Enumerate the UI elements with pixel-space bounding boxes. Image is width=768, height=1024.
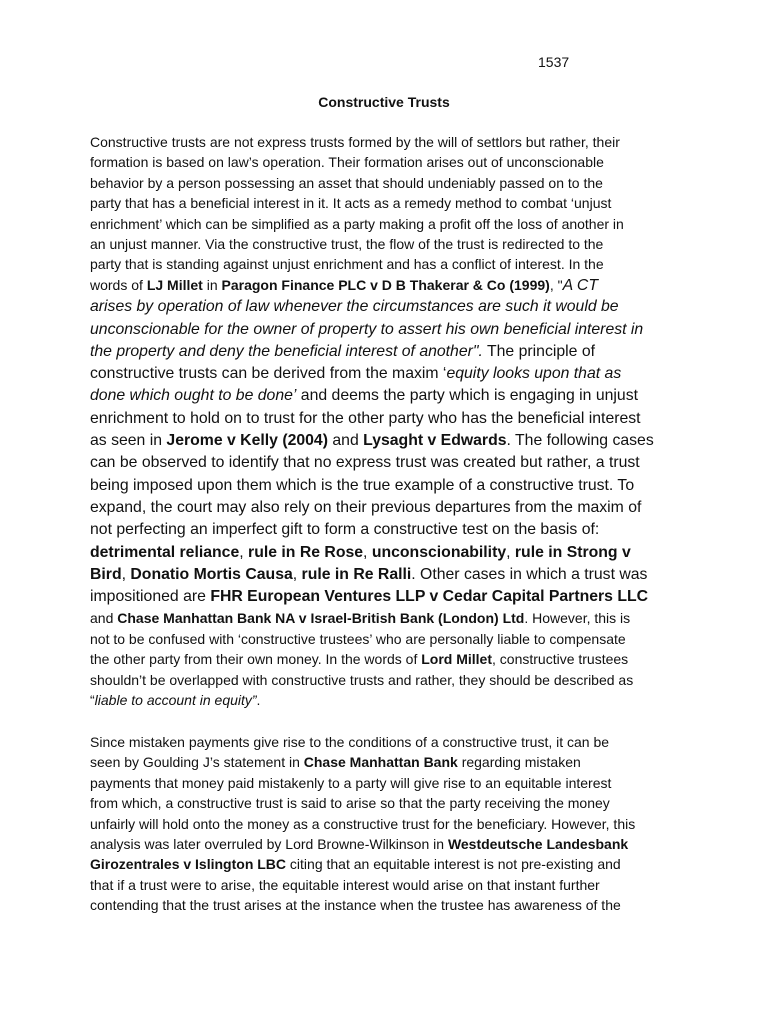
text-run: and: [327, 432, 364, 450]
quote-text: the property and deny the beneficial interest of another".: [90, 342, 483, 360]
text-line: [90, 690, 690, 710]
judge-name: Lord Millet: [421, 651, 493, 668]
text-run: seen by Goulding J’s statement in: [90, 754, 304, 771]
doctrine-name: rule in Strong v: [514, 543, 631, 561]
doctrine-name: detrimental reliance: [90, 543, 240, 561]
text-run: the other party from their own money. In the words of: [90, 651, 422, 668]
text-run: and: [90, 610, 118, 627]
case-name: Jerome v Kelly (2004): [166, 432, 328, 450]
case-name: Lysaght v Edwards: [363, 432, 507, 450]
text-line: contending that the trust arises at the instance when the trustee has awareness of the: [90, 897, 621, 914]
text-line: enrichment to hold on to trust for the other party who has the beneficial interest: [90, 409, 641, 427]
paragraph-1: [90, 132, 690, 710]
doctrine-name: Donatio Mortis Causa: [130, 565, 293, 583]
quote-line: arises by operation of law whenever the circumstances are such it would be: [90, 298, 619, 316]
text-line: unfairly will hold onto the money as a constructive trust for the beneficiary. However, this: [90, 815, 636, 832]
text-run: citing that an equitable interest is not pre-existing and: [286, 856, 621, 873]
text-line: [90, 752, 690, 772]
text-run: words of: [90, 276, 147, 293]
case-name: Chase Manhattan Bank: [303, 754, 458, 771]
doctrine-name: unconscionability: [371, 543, 507, 561]
text-line: [90, 854, 690, 874]
text-line: formation is based on law’s operation. Their formation arises out of unconscionable: [90, 154, 604, 171]
text-line: Constructive trusts are not express trusts formed by the will of settlors but rather, their: [90, 134, 620, 150]
text-line: party that is standing against unjust enrichment and has a conflict of interest. In the: [90, 256, 604, 273]
text-line: being imposed upon them which is the true example of a constructive trust. To: [90, 476, 635, 494]
text-line: can be observed to identify that no express trust was created but rather, a trust: [90, 454, 640, 472]
text-line: [90, 834, 690, 854]
text-run: regarding mistaken: [457, 754, 581, 771]
text-line: [90, 341, 690, 363]
case-name: Girozentrales v Islington LBC: [90, 856, 287, 873]
text-run: ,: [506, 543, 515, 561]
text-line: [90, 430, 690, 452]
text-run: .: [256, 692, 261, 709]
text-run: constructive trusts can be derived from the maxim ‘: [90, 365, 447, 383]
text-run: in: [202, 276, 222, 293]
text-run: , ": [549, 276, 563, 293]
page-number: 1537: [538, 54, 570, 70]
text-line: not perfecting an imperfect gift to form a constructive test on the basis of:: [90, 521, 600, 539]
text-line: [90, 586, 690, 608]
judge-name: LJ Millet: [146, 276, 203, 293]
case-name: Westdeutsche Landesbank: [447, 836, 629, 853]
text-run: , constructive trustees: [492, 651, 629, 668]
text-run: The principle of: [482, 342, 595, 360]
text-line: [90, 363, 690, 385]
doctrine-name: rule in Re Ralli: [301, 565, 412, 583]
text-run: . The following cases: [506, 432, 654, 450]
text-run: “: [90, 692, 95, 709]
case-name: Chase Manhattan Bank NA v Israel-British Bank (London) Ltd: [117, 610, 525, 627]
case-name: Paragon Finance PLC v D B Thakerar & Co (1999): [221, 276, 550, 293]
text-line: Since mistaken payments give rise to the conditions of a constructive trust, it can be: [90, 734, 610, 750]
quote-text: liable to account in equity”: [94, 692, 257, 709]
text-line: not to be confused with ‘constructive trustees’ who are personally liable to compensate: [90, 630, 626, 647]
text-run: ,: [239, 543, 249, 561]
text-line: party that has a beneficial interest in it. It acts as a remedy method to combat ‘unjust: [90, 195, 612, 212]
text-line: [90, 385, 690, 407]
text-run: . However, this is: [524, 610, 631, 627]
text-line: [90, 649, 690, 669]
maxim-text: equity looks upon that as: [446, 365, 622, 383]
doctrine-name: Bird: [90, 565, 122, 583]
text-line: an unjust manner. Via the constructive trust, the flow of the trust is redirected to the: [90, 236, 604, 253]
case-name: FHR European Ventures LLP v Cedar Capital Partners LLC: [210, 588, 649, 606]
text-line: [90, 564, 690, 586]
text-run: as seen in: [90, 432, 167, 450]
text-line: behavior by a person possessing an asset that should undeniably passed on to the: [90, 174, 603, 191]
quote-line: unconscionable for the owner of property to assert his own beneficial interest in: [90, 320, 644, 338]
text-line: [90, 275, 690, 296]
text-line: payments that money paid mistakenly to a party will give rise to an equitable interest: [90, 774, 612, 791]
text-line: enrichment’ which can be simplified as a party making a profit off the loss of another in: [90, 215, 624, 232]
text-line: expand, the court may also rely on their previous departures from the maxim of: [90, 498, 642, 516]
text-line: shouldn’t be overlapped with constructive trusts and rather, they should be described as: [90, 671, 634, 688]
document-title: Constructive Trusts: [318, 94, 450, 110]
text-run: impositioned are: [90, 588, 211, 606]
text-line: that if a trust were to arise, the equitable interest would arise on that instant further: [90, 876, 600, 893]
text-run: ,: [292, 565, 302, 583]
text-line: [90, 608, 690, 628]
text-run: and deems the party which is engaging in unjust: [296, 387, 639, 405]
quote-text: A CT: [562, 276, 598, 294]
text-line: [90, 542, 690, 564]
text-run: ,: [121, 565, 131, 583]
text-run: ,: [363, 543, 372, 561]
doctrine-name: rule in Re Rose: [248, 543, 364, 561]
text-line: from which, a constructive trust is said to arise so that the party receiving the money: [90, 795, 610, 812]
paragraph-2: [90, 732, 690, 916]
maxim-text: done which ought to be done’: [90, 387, 297, 405]
text-run: analysis was later overruled by Lord Browne-Wilkinson in: [90, 836, 448, 853]
text-run: . Other cases in which a trust was: [411, 565, 648, 583]
